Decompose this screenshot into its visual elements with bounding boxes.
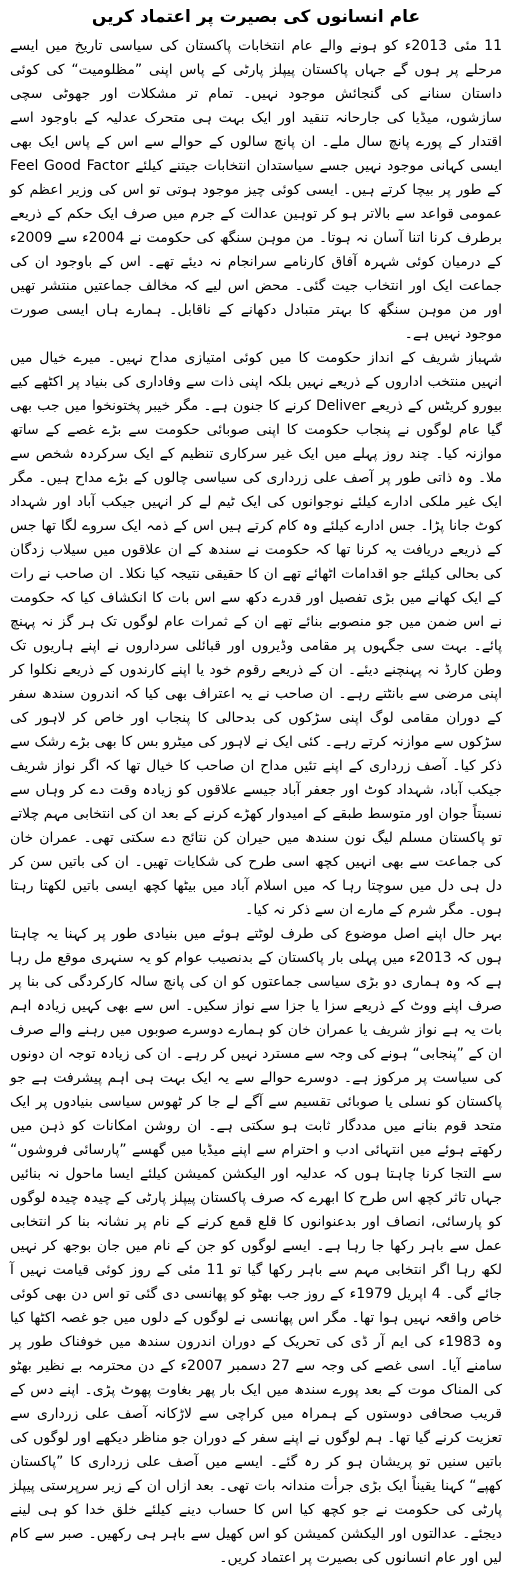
article-headline: عام انسانوں کی بصیرت پر اعتماد کریں bbox=[91, 7, 421, 27]
article-paragraph-3: بہر حال اپنے اصل موضوع کی طرف لوٹتے ہوئے میں بنیادی طور پر کہنا یہ چاہتا ہوں کہ 2013ء میں پہلی بار پاکستان کے بدنصیب عوام کو یہ سنہری موقع مل رہا ہے کہ وہ ہماری دو بڑی سیاسی جماعتوں کو ان کی پانچ سالہ کارکردگی کی بنا پر صرف اپنے ووٹ کے ذریعے سزا یا جزا سے نواز سکیں۔ اس سے بھی کہیں زیادہ اہم بات یہ ہے نواز شریف یا عمران خان کو ہمارے دوسرے صوبوں میں رہنے والے صرف ان کے ”پنجابی“ ہونے کی وجہ سے مسترد نہیں کر رہے۔ ان کی زیادہ توجہ ان دونوں کی سیاست پر مرکوز ہے۔ دوسرے حوالے سے یہ ایک بہت ہی اہم پیشرفت ہے جو پاکستان کو نسلی یا صوبائی تقسیم سے آگے لے جا کر ٹھوس سیاسی بنیادوں پر ایک متحد قوم بنانے میں مددگار ثابت ہو سکتی ہے۔ ان روشن امکانات کو ذہن میں رکھتے ہوئے میں انتہائی ادب و احترام سے اپنے میڈیا میں گھسے ”پارسائی فروشوں“ سے التجا کرنا چاہتا ہوں کہ عدلیہ اور الیکشن کمیشن کیلئے ایسا ماحول نہ بنائیں جہاں تاثر کچھ اس طرح کا ابھرے کہ صرف پاکستان پیپلز پارٹی کے چیدہ چیدہ لوگوں کو پارسائی، انصاف اور بدعنوانوں کا قلع قمع کرنے کے نام پر نشانہ بنا کر انتخابی عمل سے باہر رکھا جا رہا ہے۔ ایسے لوگوں کو جن کے نام میں جان بوجھ کر نہیں لکھ رہا اگر انتخابی مہم سے باہر رکھا گیا تو 11 مئی کے روز کوئی قیامت نہیں آ جائے گی۔ 4 اپریل 1979ء کے روز جب بھٹو کو پھانسی دی گئی تو اس دن بھی کوئی خاص واقعہ نہیں ہوا تھا۔ مگر اس پھانسی نے لوگوں کے دلوں میں جو غصہ اکٹھا کیا وہ 1983ء کی ایم آر ڈی کی تحریک کے دوران اندرون سندھ میں خوفناک طور پر سامنے آیا۔ اسی غصے کی وجہ سے 27 دسمبر 2007ء کے دن محترمہ بے نظیر بھٹو کی المناک موت کے بعد پورے سندھ میں ایک بار پھر بغاوت پھوٹ پڑی۔ اپنے دس کے قریب صحافی دوستوں کے ہمراہ میں کراچی سے لاڑکانہ آصف علی زرداری سے تعزیت کرنے گیا تھا۔ ہم لوگوں نے اپنے سفر کے دوران جو مناظر دیکھے اور لوگوں کی باتیں سنیں تو پریشان ہو کر رہ گئے۔ ایسے میں آصف علی زرداری کا ”پاکستان کھپے“ کہنا یقیناً ایک بڑی جرأت مندانہ بات تھی۔ بعد ازاں ان کے زیر سرپرستی پیپلز پارٹی کی حکومت نے جو کچھ کیا اس کا حساب دینے کیلئے خلق خدا کو ہی لینے دیجئے۔ عدالتوں اور الیکشن کمیشن کو اس کھیل سے باہر ہی رکھیں۔ صبر سے کام لیں اور عام انسانوں کی بصیرت پر اعتماد کریں۔ bbox=[10, 926, 503, 1566]
article-paragraph-2: شہباز شریف کے انداز حکومت کا میں کوئی امتیازی مداح نہیں۔ میرے خیال میں انہیں منتخب اداروں کے ذریعے نہیں بلکہ اپنی ذات سے وفاداری کی بنیاد پر اکٹھے کیے بیورو کریٹس کے ذریعے Deliver کرنے کا جنون ہے۔ مگر خیبر پختونخوا میں جب بھی گیا عام لوگوں نے پنجاب حکومت کا اپنی صوبائی حکومت سے بڑے غصے کے ساتھ موازنہ کیا۔ چند روز پہلے میں ایک غیر سرکاری تنظیم کے ایک سرکردہ شخص سے ملا۔ وہ ذاتی طور پر آصف علی زرداری کی سیاسی چالوں کے بڑے مداح ہیں۔ مگر ایک غیر ملکی ادارے کیلئے نوجوانوں کی ایک ٹیم لے کر انہیں جیکب آباد اور شہداد کوٹ جانا پڑا۔ جس ادارے کیلئے وہ کام کرتے ہیں اس کے ذمہ ایک سروے لگا تھا جس کے ذریعے دریافت یہ کرنا تھا کہ حکومت نے سندھ کے ان علاقوں میں سیلاب زدگان کی بحالی کیلئے جو اقدامات اٹھائے تھے ان کا حقیقی نتیجہ کیا نکلا۔ ان صاحب نے رات کے ایک کھانے میں بڑی تفصیل اور قدرے دکھ سے اس بات کا انکشاف کیا کہ حکومت نے اس ضمن میں جو منصوبے بنائے تھے ان کے ثمرات عام لوگوں تک ہر گز نہ پہنچ پائے۔ بہت سی جگہوں پر مقامی وڈیروں اور قبائلی سرداروں نے اپنے ہاریوں تک وطن کارڈ نہ پہنچنے دیئے۔ ان کے ذریعے رقوم خود یا اپنے کارندوں کے ذریعے نکلوا کر اپنی مرضی سے بانٹتے رہے۔ ان صاحب نے یہ اعتراف بھی کیا کہ اندرون سندھ سفر کے دوران مقامی لوگ اپنی سڑکوں کی بدحالی کا پنجاب اور خاص کر لاہور کی سڑکوں سے موازنہ کرتے رہے۔ کئی ایک نے لاہور کی میٹرو بس کا بھی بڑے رشک سے ذکر کیا۔ آصف زرداری کے اپنے تئیں مداح ان صاحب کا خیال تھا کہ اگر نواز شریف جیکب آباد، شہداد کوٹ اور جعفر آباد جیسے علاقوں کو زیادہ وقت دے کر وہاں سے نسبتاً جوان اور متوسط طبقے کے امیدوار کھڑے کرنے کے بعد ان کی انتخابی مہم چلاتے تو پاکستان مسلم لیگ نون سندھ میں حیران کن نتائج دے سکتی تھی۔ عمران خان کی جماعت سے بھی انہیں کچھ اسی طرح کی شکایات تھیں۔ ان کی باتیں سن کر دل ہی دل میں سوچتا رہا کہ میں اسلام آباد میں بیٹھا کچھ ایسی باتیں لکھتا رہتا ہوں۔ مگر شرم کے مارے ان سے ذکر نہ کیا۔ bbox=[10, 350, 502, 918]
article-body bbox=[10, 34, 502, 1570]
article-paragraph-1: 11 مئی 2013ء کو ہونے والے عام انتخابات پاکستان کی سیاسی تاریخ میں ایسے مرحلے پر ہوں گے جہاں پاکستان پیپلز پارٹی کے پاس اپنی ”مظلومیت“ کی کوئی داستان سنانے کی گنجائش موجود نہیں۔ تمام تر مشکلات اور جھوٹی سچی سازشوں، میڈیا کی جارحانہ تنقید اور ایک بہت ہی متحرک عدلیہ کے باوجود اسے اقتدار کے پورے پانچ سال ملے۔ ان پانچ سالوں کے حوالے سے اس کے پاس ایک بھی ایسی کہانی موجود نہیں جسے سیاستدان انتخابات جیتنے کیلئے Feel Good Factor کے طور پر بیچا کرتے ہیں۔ ایسی کوئی چیز موجود ہوتی تو اس کی وزیر اعظم کو عمومی قواعد سے بالاتر ہو کر توہین عدالت کے جرم میں صرف ایک حکم کے ذریعے برطرف کرنا اتنا آسان نہ ہوتا۔ من موہن سنگھ کی حکومت نے 2004ء سے 2009ء کے درمیان کوئی شہرہ آفاق کارنامے سرانجام نہ دیئے تھے۔ اس کے باوجود ان کی جماعت ایک اور انتخاب جیت گئی۔ محض اس لیے کہ مخالف جماعتیں منتشر تھیں اور من موہن سنگھ کا بہتر متبادل دکھانے کے ناقابل۔ ہمارے ہاں ایسی صورت موجود نہیں ہے۔ bbox=[10, 38, 502, 342]
